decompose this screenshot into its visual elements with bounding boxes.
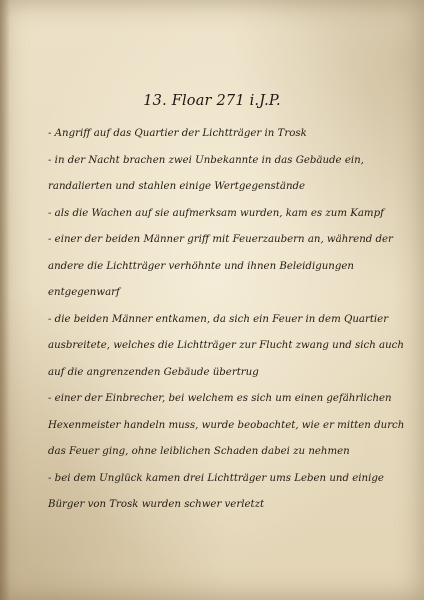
entry-list (48, 121, 410, 519)
page-title: 13. Floar 271 i.J.P. (143, 93, 281, 109)
list-item: - einer der beiden Männer griff mit Feuerzaubern an, während der andere die Lichtträger verhöhnte und ihnen Beleidigungen entgegenwarf (48, 234, 393, 298)
page-binding-shadow (0, 0, 10, 600)
list-item: - Angriff auf das Quartier der Lichtträger in Trosk (48, 128, 307, 139)
list-item: - als die Wachen auf sie aufmerksam wurden, kam es zum Kampf (48, 207, 384, 219)
list-item: - einer der Einbrecher, bei welchem es sich um einen gefährlichen Hexenmeister handeln muss, wurde beobachtet, wie er mitten durch das Feuer ging, ohne leiblichen Schaden dabei zu nehmen (48, 393, 405, 457)
list-item: - in der Nacht brachen zwei Unbekannte in das Gebäude ein, randalierten und stahlen einige Wertgegenstände (48, 154, 364, 192)
list-item: - bei dem Unglück kamen drei Lichtträger ums Leben und einige Bürger von Trosk wurden schwer verletzt (48, 472, 384, 510)
list-item: - die beiden Männer entkamen, da sich ein Feuer in dem Quartier ausbreitete, welches die Lichtträger zur Flucht zwang und sich auch auf die angrenzenden Gebäude übertrug (48, 313, 404, 378)
